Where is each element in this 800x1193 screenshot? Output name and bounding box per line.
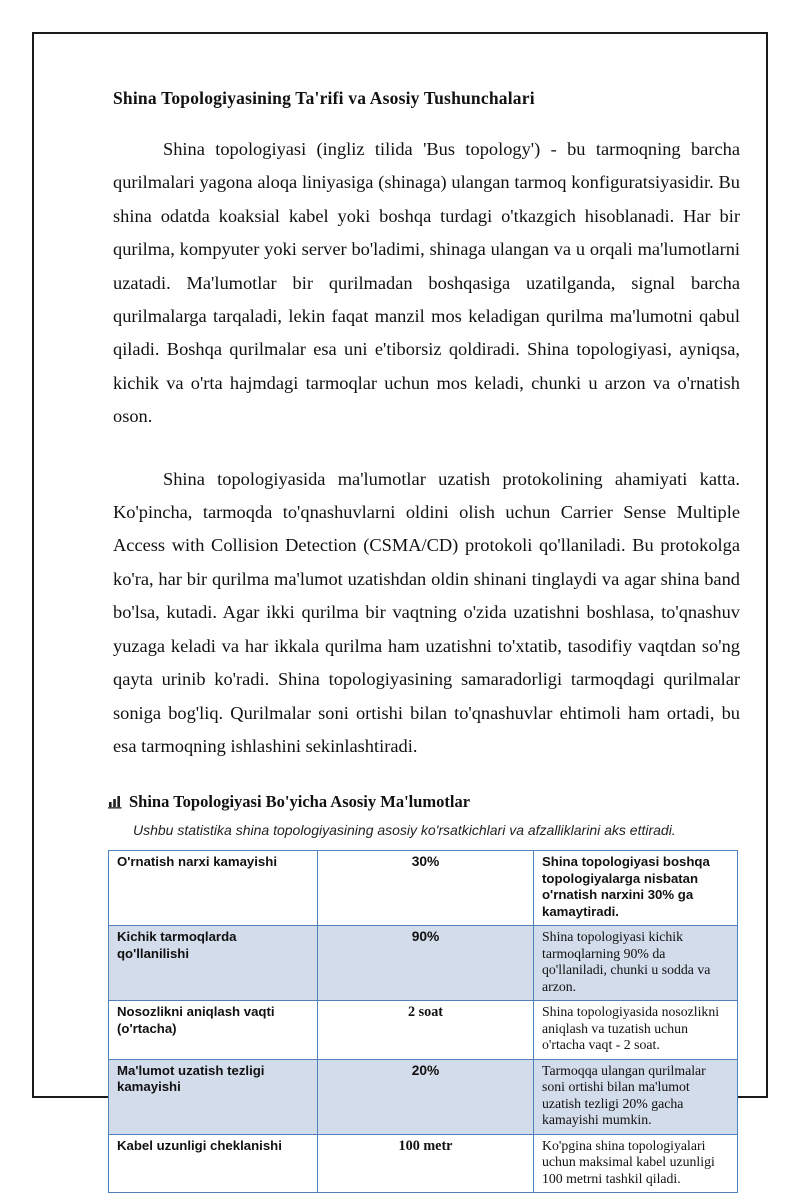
metric-cell: Nosozlikni aniqlash vaqti (o'rtacha) <box>109 1001 318 1060</box>
metric-cell: Kabel uzunligi cheklanishi <box>109 1134 318 1193</box>
value-cell: 2 soat <box>318 1001 534 1060</box>
value-cell: 90% <box>318 926 534 1001</box>
paragraph-2: Shina topologiyasida ma'lumotlar uzatish protokolining ahamiyati katta. Ko'pincha, tarmoqda to'qnashuvlarni oldini olish uchun Carrier Sense Multiple Access with Collision Detection (CSMA/CD) protokoli qo'llaniladi. Bu protokolga ko'ra, har bir qurilma ma'lumot uzatishdan oldin shinani tinglaydi va agar shina band bo'lsa, kutadi. Agar ikki qurilma bir vaqtning o'zida uzatishni boshlasa, to'qnashuv yuzaga keladi va har ikkala qurilma ham uzatishni to'xtatib, tasodifiy vaqtdan so'ng qayta urinib ko'radi. Shina topologiyasining samaradorligi tarmoqdagi qurilmalar soniga bog'liq. Qurilmalar soni ortishi bilan to'qnashuvlar ehtimoli ham ortadi, bu esa tarmoqning ishlashini sekinlashtiradi. <box>113 468 740 756</box>
section-heading <box>108 792 740 812</box>
metric-cell: Ma'lumot uzatish tezligi kamayishi <box>109 1059 318 1134</box>
table-row <box>109 1059 738 1134</box>
metric-cell: O'rnatish narxi kamayishi <box>109 851 318 926</box>
bar-chart-icon <box>108 795 122 809</box>
section-subtitle: Ushbu statistika shina topologiyasining asosiy ko'rsatkichlari va afzalliklarini aks ettiradi. <box>133 822 676 839</box>
table-row <box>109 1134 738 1193</box>
description-cell: Shina topologiyasida nosozlikni aniqlash va tuzatish uchun o'rtacha vaqt - 2 soat. <box>534 1001 738 1060</box>
description-cell: Tarmoqqa ulangan qurilmalar soni ortishi bilan ma'lumot uzatish tezligi 20% gacha kamayishi mumkin. <box>534 1059 738 1134</box>
metric-cell: Kichik tarmoqlarda qo'llanilishi <box>109 926 318 1001</box>
table-row <box>109 926 738 1001</box>
stats-table <box>108 850 738 1193</box>
value-cell: 30% <box>318 851 534 926</box>
description-cell: Shina topologiyasi kichik tarmoqlarning 90% da qo'llaniladi, chunki u sodda va arzon. <box>534 926 738 1001</box>
document-content <box>113 88 740 1193</box>
value-cell: 20% <box>318 1059 534 1134</box>
description-cell: Shina topologiyasi boshqa topologiyalarga nisbatan o'rnatish narxini 30% ga kamaytiradi. <box>534 851 738 926</box>
section-title: Shina Topologiyasi Bo'yicha Asosiy Ma'lumotlar <box>129 792 471 812</box>
document-title: Shina Topologiyasining Ta'rifi va Asosiy Tushunchalari <box>113 88 535 108</box>
table-row <box>109 851 738 926</box>
table-row <box>109 1001 738 1060</box>
paragraph-1: Shina topologiyasi (ingliz tilida 'Bus topology') - bu tarmoqning barcha qurilmalari yagona aloqa liniyasiga (shinaga) ulangan tarmoq konfiguratsiyasidir. Bu shina odatda koaksial kabel yoki boshqa turdagi o'tkazgich hisoblanadi. Har bir qurilma, kompyuter yoki server bo'ladimi, shinaga ulangan va u orqali ma'lumotlarni uzatadi. Ma'lumotlar bir qurilmadan boshqasiga uzatilganda, signal barcha qurilmalarga tarqaladi, lekin faqat manzil mos keladigan qurilma ma'lumotni qabul qiladi. Boshqa qurilmalar esa uni e'tiborsiz qoldiradi. Shina topologiyasi, ayniqsa, kichik va o'rta hajmdagi tarmoqlar uchun mos keladi, chunki u arzon va o'rnatish oson. <box>113 139 740 427</box>
description-cell: Ko'pgina shina topologiyalari uchun maksimal kabel uzunligi 100 metrni tashkil qiladi. <box>534 1134 738 1193</box>
value-cell: 100 metr <box>318 1134 534 1193</box>
